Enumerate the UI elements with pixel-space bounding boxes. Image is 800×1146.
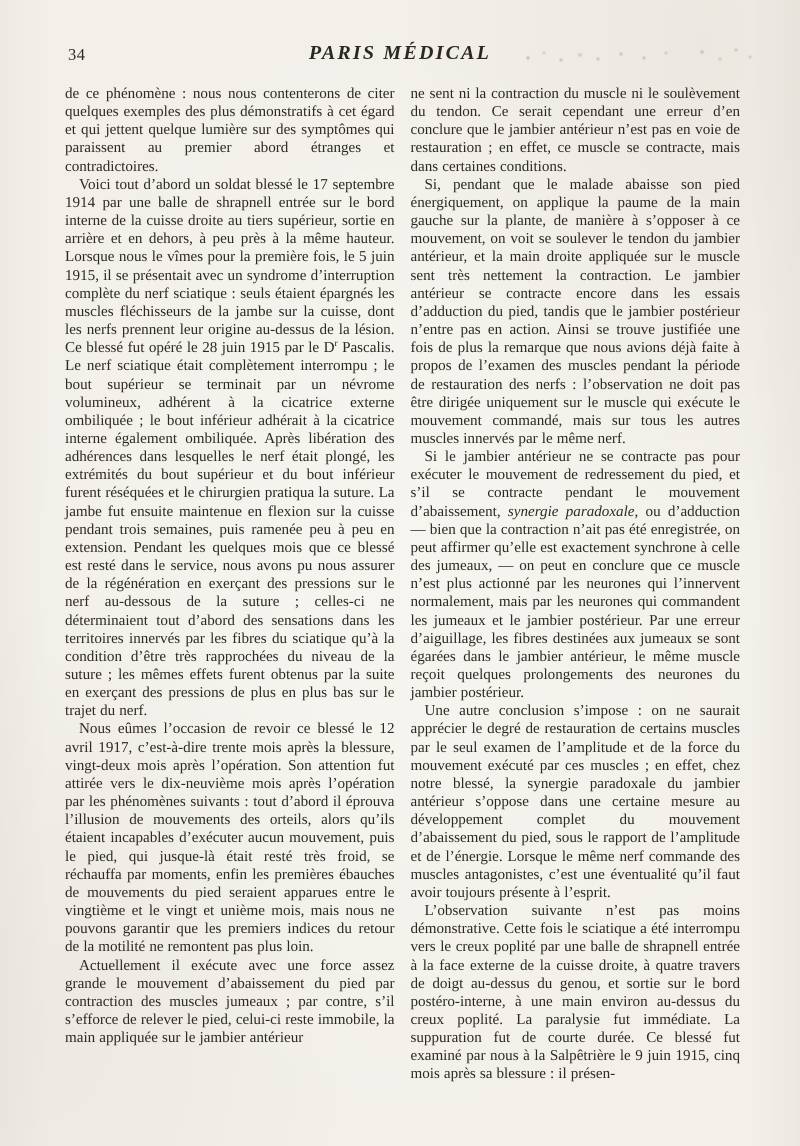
paragraph: Nous eûmes l’occasion de revoir ce blessé le 12 avril 1917, c’est-à-dire trente mois après la blessure, vingt-deux mois après l’opération. Son attention fut attirée vers le dix-neuvième mois après l’opération par les phénomènes suivants : tout d’abord il éprouva l’illusion de mouvements des orteils, alors qu’ils étaient incapables d’exécuter aucun mouvement, puis le pied, qui jusque-là était resté très froid, se réchauffa par moments, enfin les premières ébauches de mouvements du pied seraient apparues entre le vingtième et le vingt et unième mois, mais nous ne pouvons garantir que les premiers indices du retour de la motilité ne remontent pas plus loin.: [65, 721, 395, 956]
paragraph: Actuellement il exécute avec une force assez grande le mouvement d’abaissement du pied par contraction des muscles jumeaux ; par contre, s’il s’efforce de relever le pied, celui-ci reste immobile, la main appliquée sur le jambier antérieur: [65, 957, 395, 1047]
column-left: [65, 85, 395, 1084]
running-head: [0, 42, 800, 68]
column-right: [411, 85, 741, 1084]
paragraph: Si, pendant que le malade abaisse son pied énergiquement, on applique la paume de la main gauche sur la plante, de manière à s’opposer à ce mouvement, on voit se soulever le tendon du jambier antérieur, et la main droite appliquée sur le muscle sent très nettement la contraction. Le jambier antérieur se contracte encore dans les essais d’adduction du pied, tandis que le jambier postérieur n’entre pas en action. Ainsi se trouve justifiée une fois de plus la remarque que nous avions déjà faite à propos de l’examen des muscles pendant la période de restauration des nerfs : l’observation ne doit pas être dirigée uniquement sur le muscle qui exécute le mouvement commandé, mais sur tous les autres muscles innervés par le même nerf.: [410, 176, 740, 447]
paragraph-continuation: de ce phénomène : nous nous contenterons de citer quelques exemples des plus démonstratifs à cet égard et qui jettent quelque lumière sur des symptômes qui paraissent au premier abord étranges et contradictoires.: [65, 86, 395, 175]
paragraph-continuation: ne sent ni la contraction du muscle ni le soulèvement du tendon. Ce serait cependant une erreur d’en conclure que le jambier antérieur n’est pas en voie de restauration ; en effet, ce muscle se contracte, mais dans certaines conditions.: [410, 86, 740, 175]
text-run: , ou d’adduction — bien que la contraction n’ait pas été enregistrée, on peut affirmer qu’elle est exactement synchrone à celle des jumeaux, — on peut en conclure que ce muscle n’est plus actionné par les neurones qui l’innervent normalement, mais par les neurones qui commandent les jumeaux et le jambier postérieur. Par une erreur d’aiguillage, les fibres destinées aux jumeaux se sont égarées dans le jambier antérieur, le même muscle reçoit quelques prolongements des neurones du jambier postérieur.: [410, 503, 740, 702]
paragraph: Une autre conclusion s’impose : on ne saurait apprécier le degré de restauration de certains muscles par le seul examen de l’amplitude et de la force du mouvement exécuté par ces muscles ; en effet, chez notre blessé, la synergie paradoxale du jambier antérieur s’oppose dans une certaine mesure au développement complet du mouvement d’abaissement du pied, sous le rapport de l’amplitude et de l’énergie. Lorsque le même nerf commande des muscles antagonistes, c’est une éventualité qu’il faut avoir toujours présente à l’esprit.: [410, 703, 740, 901]
text-run: Si le jambier antérieur ne se contracte pas pour exécuter le mouvement de redressement du pied, et s’il se contracte pendant le mouvement d’abaissement,: [410, 449, 740, 520]
journal-title: PARIS MÉDICAL: [308, 42, 492, 64]
page-number: 34: [68, 45, 86, 64]
paragraph: [65, 176, 395, 721]
italic-run: synergie paradoxale: [507, 503, 635, 520]
superscript-run: r: [334, 339, 338, 350]
paragraph: L’observation suivante n’est pas moins démonstrative. Cette fois le sciatique a été interrompu vers le creux poplité par une balle de shrapnell entrée à la face externe de la cuisse droite, à quatre travers de doigt au-dessus du genou, et sortie sur le bord postéro-interne, à une main environ au-dessus du creux poplité. La paralysie fut immédiate. La suppuration fut de courte durée. Ce blessé fut examiné par nous à la Salpêtrière le 9 juin 1915, cinq mois après sa blessure : il présen-: [410, 903, 740, 1083]
text-run: Pascalis. Le nerf sciatique était complètement interrompu ; le bout supérieur se terminait par un névrome volumineux, adhérent à la cicatrice externe ombiliquée ; le bout inférieur adhérait à la cicatrice interne également ombiliquée. Après libération des adhérences dans lesquelles le nerf était plongé, les extrémités du bout supérieur et du bout inférieur furent réséquées et le chirurgien pratiqua la suture. La jambe fut ensuite maintenue en flexion sur la cuisse pendant trois semaines, puis ramenée peu à peu en extension. Pendant les quelques mois que ce blessé est resté dans le service, nous avons pu nous assurer de la régénération en exerçant des pressions sur le nerf au-dessous de la suture ; celles-ci ne déterminaient tout d’abord des sensations dans les territoires innervés par les fibres du sciatique qu’à la condition d’être très rapprochées du niveau de la suture ; les mêmes effets furent obtenus par la suite en exerçant des pressions de plus en plus bas sur le trajet du nerf.: [65, 340, 395, 720]
text-run: Voici tout d’abord un soldat blessé le 17 septembre 1914 par une balle de shrapnell entrée sur le bord interne de la cuisse droite au tiers supérieur, sortie en arrière et en dehors, à peu près à la même hauteur. Lorsque nous le vîmes pour la première fois, le 5 juin 1915, il se présentait avec un syndrome d’interruption complète du nerf sciatique : seuls étaient épargnés les muscles fléchisseurs de la jambe sur la cuisse, dont les nerfs prennent leur origine au-dessus de la lésion. Ce blessé fut opéré le 28 juin 1915 par le D: [65, 176, 395, 357]
article-body: [0, 85, 800, 1084]
paragraph: [411, 448, 741, 702]
